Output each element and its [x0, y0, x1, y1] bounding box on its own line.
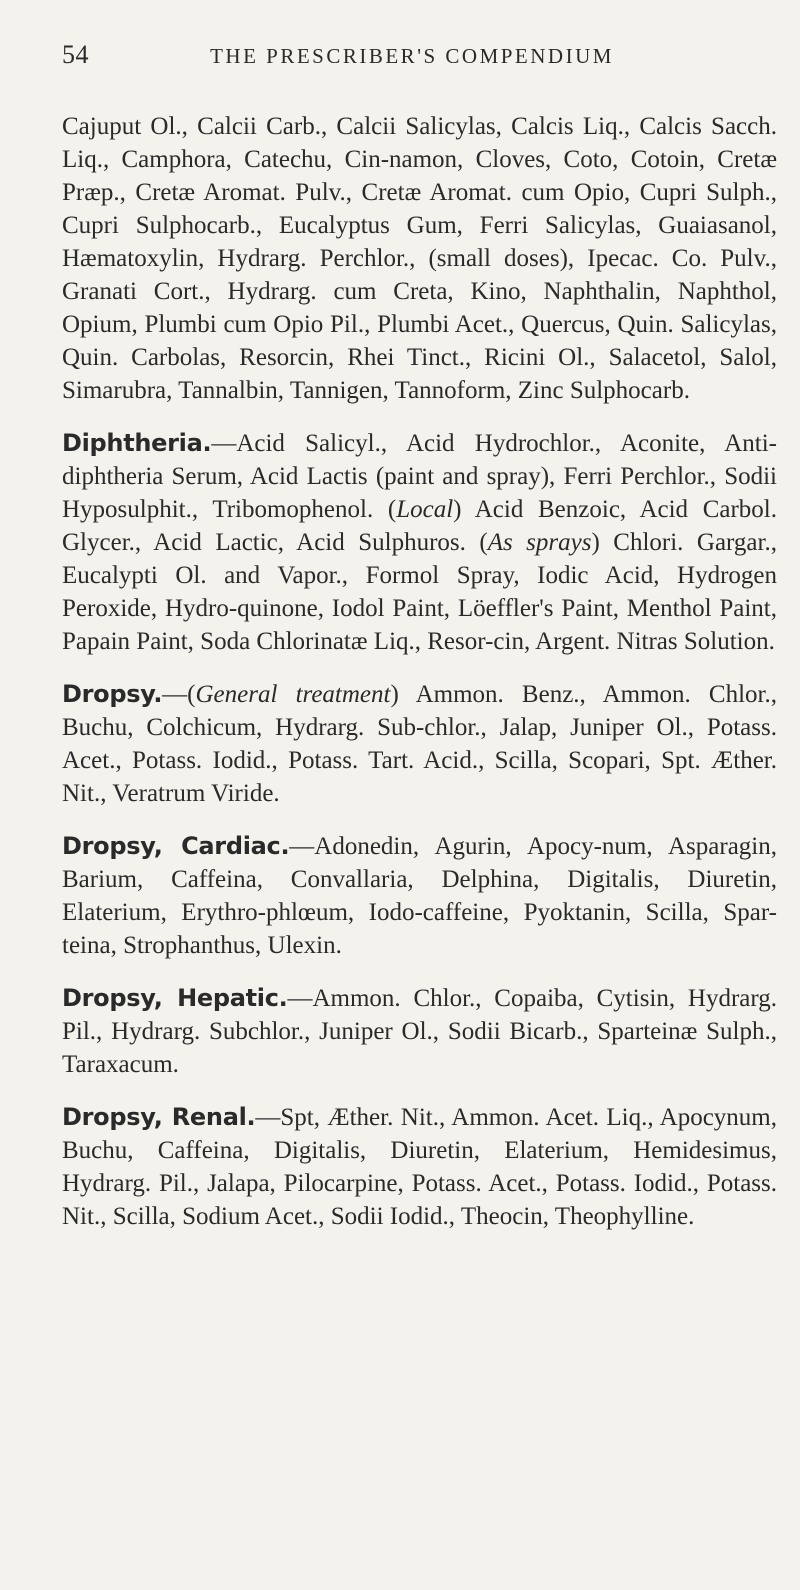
entry-italic-text: Local	[396, 496, 454, 523]
entry-text: —Adonedin, Agurin, Apocy-num, Asparagin, Barium, Caffeina, Convallaria, Delphina, Digitalis, Diuretin, Elaterium, Erythro-phlœum, Iodo-caffeine, Pyoktanin, Scilla, Spar-teina, Strophanthus, Ulexin.	[62, 833, 777, 959]
entry-heading: Dropsy, Renal.	[62, 1103, 256, 1131]
entry-paragraph	[62, 427, 777, 658]
entry-text: —Spt, Æther. Nit., Ammon. Acet. Liq., Apocynum, Buchu, Caffeina, Digitalis, Diuretin, Elaterium, Hemidesimus, Hydrarg. Pil., Jalapa, Pilocarpine, Potass. Acet., Potass. Iodid., Potass. Nit., Scilla, Sodium Acet., Sodii Iodid., Theocin, Theophylline.	[62, 1104, 778, 1230]
running-title: THE PRESCRIBER'S COMPENDIUM	[210, 44, 614, 68]
entry-italic-text: As sprays	[487, 529, 592, 556]
entry-paragraph	[62, 1101, 777, 1233]
entry-text: Cajuput Ol., Calcii Carb., Calcii Salicylas, Calcis Liq., Calcis Sacch. Liq., Camphora, Catechu, Cin-namon, Cloves, Coto, Cotoin, Cretæ Præp., Cretæ Aromat. Pulv., Cretæ Aromat. cum Opio, Cupri Sulph., Cupri Sulphocarb., Eucalyptus Gum, Ferri Salicylas, Guaiasanol, Hæmatoxylin, Hydrarg. Perchlor., (small doses), Ipecac. Co. Pulv., Granati Cort., Hydrarg. cum Creta, Kino, Naphthalin, Naphthol, Opium, Plumbi cum Opio Pil., Plumbi Acet., Quercus, Quin. Salicylas, Quin. Carbolas, Resorcin, Rhei Tinct., Ricini Ol., Salacetol, Salol, Simarubra, Tannalbin, Tannigen, Tannoform, Zinc Sulphocarb.	[62, 113, 777, 404]
entry-text: ) Ammon. Benz., Ammon. Chlor., Buchu, Colchicum, Hydrarg. Sub-chlor., Jalap, Juniper Ol., Potass. Acet., Potass. Iodid., Potass. Tart. Acid., Scilla, Scopari, Spt. Æther. Nit., Veratrum Viride.	[62, 681, 777, 807]
entry-heading: Dropsy, Hepatic.	[62, 984, 288, 1012]
entry-paragraph	[62, 110, 777, 407]
page-number: 54	[62, 40, 89, 69]
entry-text: —Acid Salicyl., Acid Hydrochlor., Aconite, Anti-diphtheria Serum, Acid Lactis (paint and spray), Ferri Perchlor., Sodii Hyposulphit., Tribomophenol. (	[62, 430, 777, 523]
entry-text: —(	[162, 681, 196, 708]
text-body	[62, 110, 777, 1253]
entry-heading: Dropsy, Cardiac.	[62, 832, 290, 860]
entry-paragraph	[62, 982, 777, 1081]
entry-text: ) Chlori. Gargar., Eucalypti Ol. and Vapor., Formol Spray, Iodic Acid, Hydrogen Peroxide, Hydro-quinone, Iodol Paint, Löeffler's Paint, Menthol Paint, Papain Paint, Soda Chlorinatæ Liq., Resor-cin, Argent. Nitras Solution.	[62, 529, 777, 655]
entry-paragraph	[62, 830, 777, 962]
entry-paragraph	[62, 678, 777, 810]
page-header	[62, 40, 762, 80]
entry-text: —Ammon. Chlor., Copaiba, Cytisin, Hydrarg. Pil., Hydrarg. Subchlor., Juniper Ol., Sodii Bicarb., Sparteinæ Sulph., Taraxacum.	[62, 985, 777, 1078]
entry-heading: Diphtheria.	[62, 429, 212, 457]
entry-italic-text: General treatment	[195, 681, 391, 708]
entry-text: ) Acid Benzoic, Acid Carbol. Glycer., Acid Lactic, Acid Sulphuros. (	[62, 496, 777, 556]
entry-heading: Dropsy.	[62, 680, 163, 708]
